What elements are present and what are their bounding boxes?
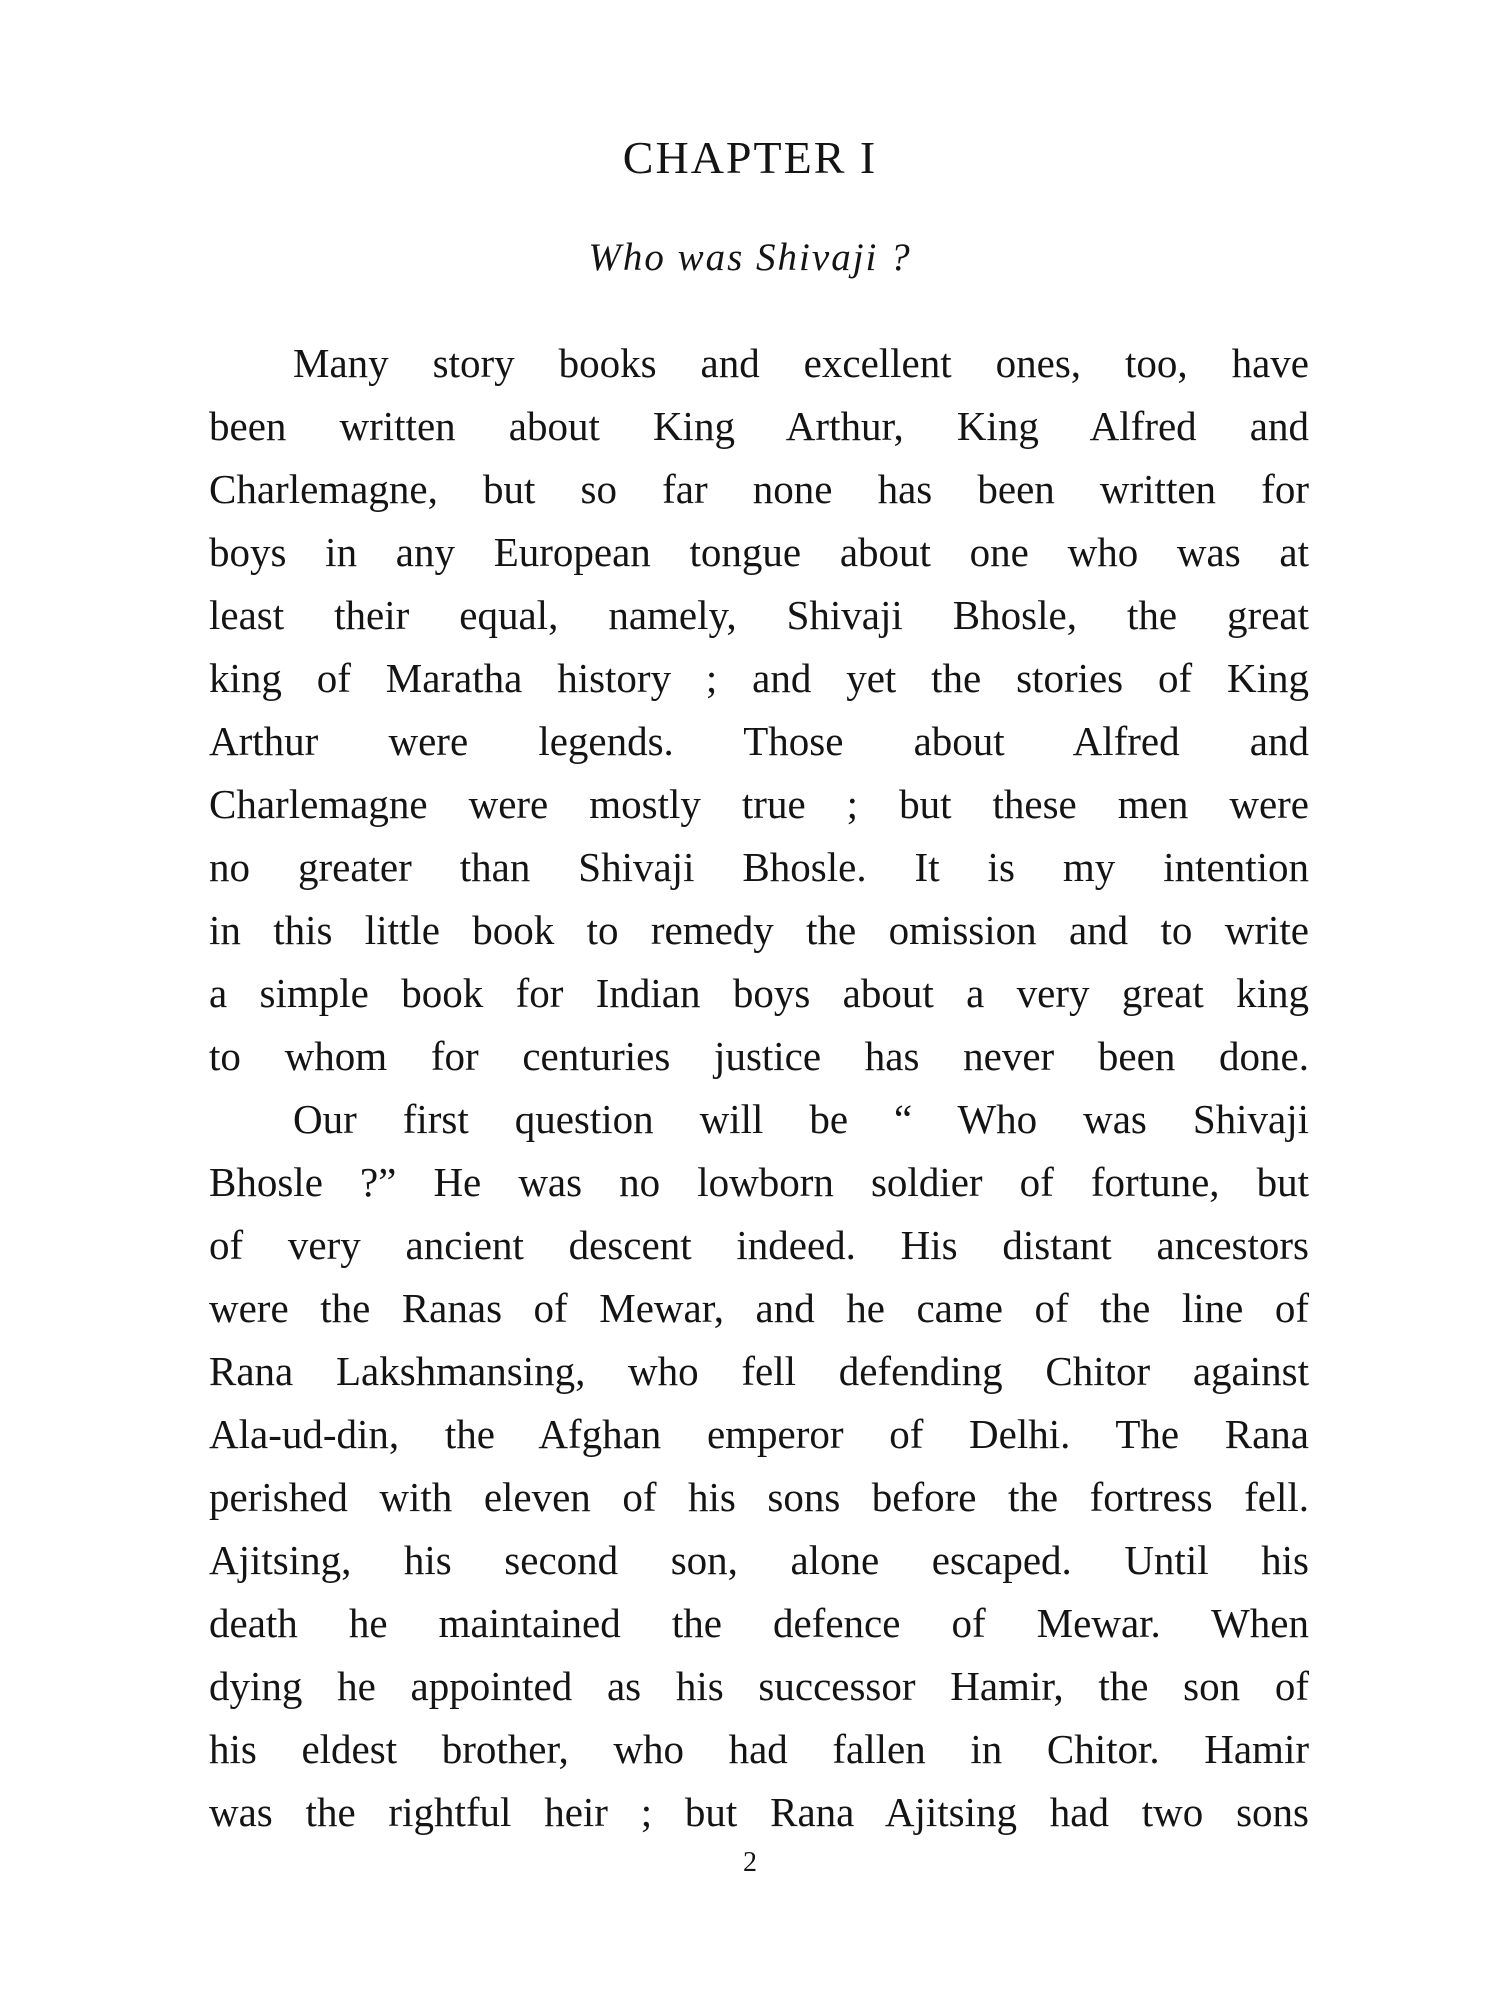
text-line: Many story books and excellent ones, too, have xyxy=(293,340,1309,386)
text-line: perished with eleven of his sons before the fortress fell. xyxy=(209,1474,1309,1520)
text-line: no greater than Shivaji Bhosle. It is my intention xyxy=(209,844,1309,890)
text-line: his eldest brother, who had fallen in Chitor. Hamir xyxy=(209,1726,1309,1772)
text-line: was the rightful heir ; but Rana Ajitsing had two sons xyxy=(209,1789,1309,1835)
text-line: Ajitsing, his second son, alone escaped. Until his xyxy=(209,1537,1309,1583)
text-line: Charlemagne, but so far none has been written for xyxy=(209,466,1309,512)
body-text xyxy=(209,332,1309,1844)
text-line: of very ancient descent indeed. His distant ancestors xyxy=(209,1222,1309,1268)
text-line: in this little book to remedy the omission and to write xyxy=(209,907,1309,953)
text-line: boys in any European tongue about one who was at xyxy=(209,529,1309,575)
text-line: Charlemagne were mostly true ; but these men were xyxy=(209,781,1309,827)
text-line: Rana Lakshmansing, who fell defending Chitor against xyxy=(209,1348,1309,1394)
text-line: Arthur were legends. Those about Alfred and xyxy=(209,718,1309,764)
chapter-subtitle: Who was Shivaji ? xyxy=(588,236,912,279)
text-line: least their equal, namely, Shivaji Bhosle, the great xyxy=(209,592,1309,638)
text-line: were the Ranas of Mewar, and he came of the line of xyxy=(209,1285,1309,1331)
text-line: a simple book for Indian boys about a very great king xyxy=(209,970,1309,1016)
page-number: 2 xyxy=(743,1847,757,1878)
text-line: king of Maratha history ; and yet the stories of King xyxy=(209,655,1309,701)
text-line: dying he appointed as his successor Hamir, the son of xyxy=(209,1663,1309,1709)
text-line: Bhosle ?” He was no lowborn soldier of fortune, but xyxy=(209,1159,1309,1205)
text-line: Our first question will be “ Who was Shivaji xyxy=(293,1096,1309,1142)
text-line: to whom for centuries justice has never been done. xyxy=(209,1033,1309,1079)
text-line: Ala-ud-din, the Afghan emperor of Delhi. The Rana xyxy=(209,1411,1309,1457)
text-line: been written about King Arthur, King Alfred and xyxy=(209,403,1309,449)
chapter-heading: CHAPTER I xyxy=(622,132,878,183)
text-line: death he maintained the defence of Mewar. When xyxy=(209,1600,1309,1646)
